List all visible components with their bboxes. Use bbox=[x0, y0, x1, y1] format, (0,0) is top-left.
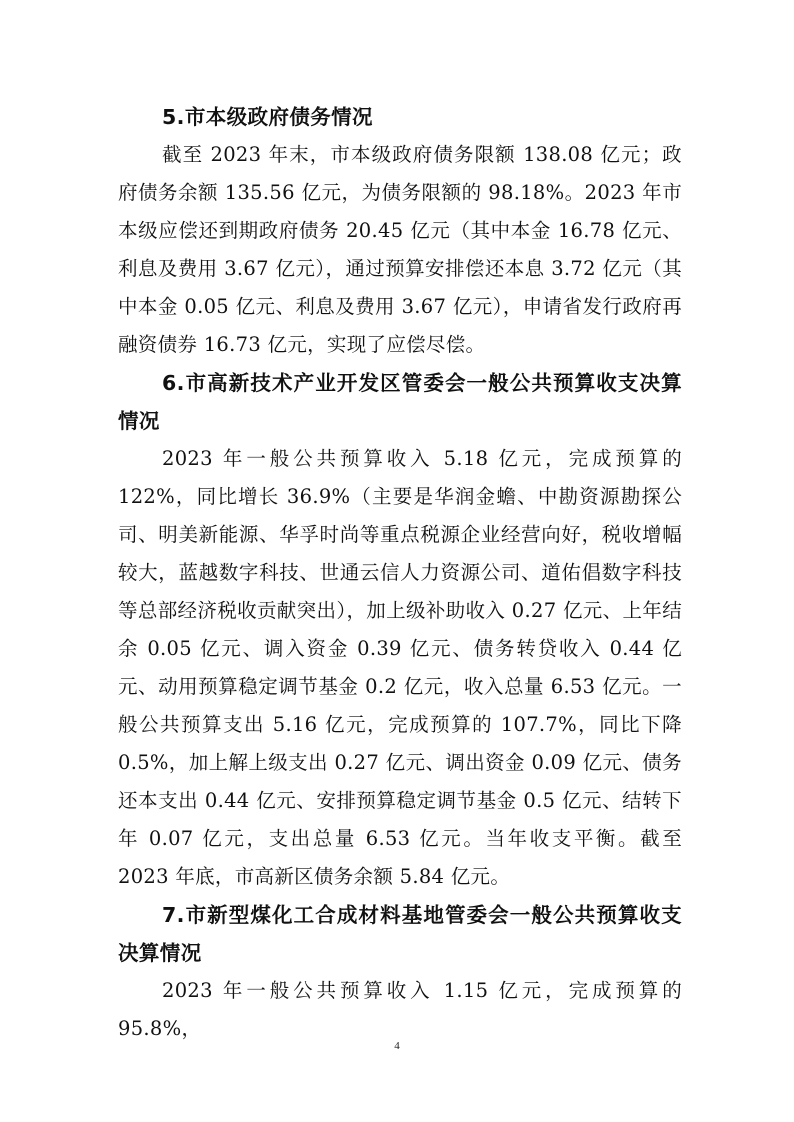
page-number: 4 bbox=[394, 1040, 400, 1052]
section-5-paragraph: 截至 2023 年末，市本级政府债务限额 138.08 亿元；政府债务余额 135.56 亿元，为债务限额的 98.18%。2023 年市本级应偿还到期政府债务 20.45 亿元（其中本金 16.78 亿元、利息及费用 3.67 亿元），通过预算安排偿还本息 3.72 亿元（其中本金 0.05 亿元、利息及费用 3.67 亿元），申请省发行政府再融资债券 16.73 亿元，实现了应偿尽偿。 bbox=[118, 143, 682, 356]
section-7-paragraph: 2023 年一般公共预算收入 1.15 亿元，完成预算的 95.8%， bbox=[118, 979, 682, 1040]
section-6-paragraph: 2023 年一般公共预算收入 5.18 亿元，完成预算的 122%，同比增长 36.9%（主要是华润金蟾、中勘资源勘探公司、明美新能源、华孚时尚等重点税源企业经营向好，税收增幅较大，蓝越数字科技、世通云信人力资源公司、道佑倡数字科技等总部经济税收贡献突出），加上级补助收入 0.27 亿元、上年结余 0.05 亿元、调入资金 0.39 亿元、债务转贷收入 0.44 亿元、动用预算稳定调节基金 0.2 亿元，收入总量 6.53 亿元。一般公共预算支出 5.16 亿元，完成预算的 107.7%，同比下降 0.5%，加上解上级支出 0.27 亿元、调出资金 0.09 亿元、债务还本支出 0.44 亿元、安排预算稳定调节基金 0.5 亿元、结转下年 0.07 亿元，支出总量 6.53 亿元。当年收支平衡。截至 2023 年底，市高新区债务余额 5.84 亿元。 bbox=[118, 447, 682, 888]
section-6-heading: 6.市高新技术产业开发区管委会一般公共预算收支决算情况 bbox=[118, 371, 682, 433]
section-5-heading: 5.市本级政府债务情况 bbox=[162, 105, 373, 129]
page-content bbox=[118, 98, 682, 1048]
section-7-heading: 7.市新型煤化工合成材料基地管委会一般公共预算收支决算情况 bbox=[118, 903, 682, 965]
